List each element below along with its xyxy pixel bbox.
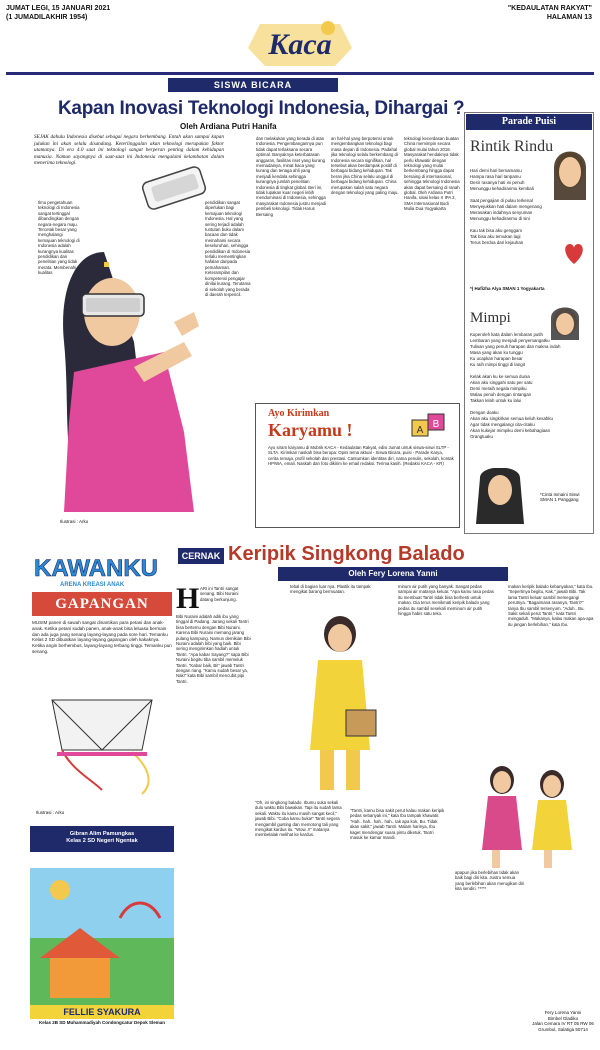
- gapangan-text: MUSIM panen di sawah sangat dinantikan para petani dan anak-anak. Ketika petani sudah panen, anak-anak bisa leluasa bermain dan ada juga yang senang layang-layang pada sore hari. Temanku Kelas 2 SD dibuatkan layang-layang gapangan oleh kakaknya. Ketika angin berhembus, layang-layang terbang tinggi. Temanku pun senang.: [32, 620, 172, 654]
- cernak-column-3: minum air putih yang banyak. Sangat pedas sampai air matanya keluar. "Apa kamu rasa pedas itu membuat Tantri tidak bisa berhenti untuk makan. Dia terus menikmati keripik balado yang pedas itu sambil sesekali meminum air putih hingga habis satu teko.: [398, 584, 494, 617]
- felly-caption: Kelas 2B SD Muhammadiyah Condongcatur Depok Sleman: [38, 1020, 166, 1025]
- poem-2-text: Kuperoleh kata dalam lembaran putih Lembaran yang menjadi penyemangatku Tulisan yang penuh harapan dan makna indah Masa yang akan ku tunggu Ku ucapkan harapan besar Ku raih mimpi tinggi di langit Kelak akan ku ke semua dunia Akan aku singgahi satu per satu Demi meraih segala mimpiku Walau penuh dengan rintangan Takkan lelah untuk ku lalui Dengan doaku Akan aku singkirkan semua keluh kesahku Agar tidak mengalangi cita-citaku Akan kukejar mimpiku demi kebahagiaan Orangtuaku: [470, 332, 561, 439]
- kite-illustration: [32, 690, 172, 795]
- poem-1-text: Hari demi hari bersamamu Hampa rasa hari tanpamu Desir rasanya hati ini penuh Menunggu kehadiranmu kembali Saat pengajian di pulau terkenal Menyejukkan hati dalam mengenang Merasakan indahnya senyuman Menunggu kehadiranmu di sini Kau tak bisa aku genggam Tak bisa aku temukan lagi Terus berdoa dari kejauhan: [470, 168, 542, 245]
- cernak-column-1-intro: ARI ini Tantri sangat senang. Bibi Nuraini datang berkunjung.: [200, 586, 239, 602]
- poem-1-author: *) Hafizha Alya SMAN 1 Yogyakarta: [470, 286, 545, 291]
- hijri-date: (1 JUMADILAKHIR 1954): [6, 14, 88, 21]
- article-column-5: teknologi kecerdasan buatan China memimpin secara global mulai tahun 2018. Masyarakat hendaknya tidak perlu khawatir dengan teknologi yang mulai berkembang hingga dapat bersaing di internasional, sehingga teknologi Indonesia akan dapat bersaing di ranah global. Oleh Ardiana Putri Hanifa, siswi kelas X IPA 2, SMA Internasional Budi Mulia Dua Yogyakarta: [404, 136, 460, 212]
- submission-pre-title: Ayo Kirimkan: [268, 408, 330, 419]
- cernak-bibi-illustration: [290, 610, 385, 800]
- page-number: HALAMAN 13: [546, 14, 592, 21]
- paper-name: "KEDAULATAN RAKYAT": [507, 5, 592, 12]
- article-byline: Oleh Ardiana Putri Hanifa: [180, 122, 277, 131]
- kaca-logo: [240, 18, 360, 70]
- svg-text:B: B: [432, 419, 440, 430]
- issue-date: JUMAT LEGI, 15 JANUARI 2021: [6, 5, 111, 12]
- cernak-children-illustration: [462, 760, 592, 870]
- dropcap: H: [176, 582, 200, 615]
- vr-headset-floating: [140, 160, 210, 240]
- girl-portrait-illustration: [470, 468, 530, 528]
- submission-title: Karyamu !: [268, 420, 353, 440]
- article-column-4: an hal-hal yang berpotensi untuk mengembangkan teknologi bagi masa depan di Indonesia. Padahal jika teknologi selalu berkembang di Indonesia secara signifikan, hal tersebut akan berdampak positif di berbagai bidang kehidupan. Tak heran jika China selalu unggul di berbagai bidang kehidupan. China merupakan salah satu negara dengan teknologi yang paling maju.: [331, 136, 399, 196]
- masthead-date: [6, 4, 110, 22]
- heart-icon: [560, 240, 588, 268]
- poem-2-title: Mimpi: [470, 310, 511, 326]
- cernak-byline: Oleh Fery Lorena Yanni: [278, 567, 508, 581]
- kite-illustration-credit: Ilustrasi : Arko: [36, 810, 65, 815]
- felly-banner: FELLIE SYAKURA: [30, 1005, 174, 1019]
- cernak-column-4-continued: apapun jika berlebihan tidak akan baik bagi diri kita. Justru semua yang berlebihan akan merugikan diri kita sendiri. *****: [455, 870, 525, 892]
- cernak-tag: CERNAK: [178, 548, 224, 564]
- cernak-column-2: tebal di bagian luar nya. Plastik itu tampak mengikat barang bermuatan.: [290, 584, 371, 595]
- cernak-author: Fery Lorena Yanni Bimbel Gladiko Jalan Cemara IV RT 05 RW 06 Grumbul, Salatiga 50714: [532, 1010, 594, 1032]
- child-drawing: [30, 868, 174, 1008]
- parade-puisi-banner: Parade Puisi: [466, 114, 592, 130]
- poet-1-portrait: [548, 140, 592, 210]
- poem-1-title: Rintik Rindu: [470, 138, 554, 155]
- kawanku-logo-text: KAWANKU: [34, 555, 158, 582]
- masthead-paper: [508, 4, 592, 22]
- gibran-credit-box: [30, 826, 174, 852]
- gapangan-banner: GAPANGAN: [32, 592, 172, 616]
- cernak-column-4: makan keripik balado kebanyakan," kata Ibu. "Sepertinya begitu, Kak," jawab Bibi. Tak lama Tantri keluar sambil memegangi perutnya. "Bagaimana rasanya, Tantri?" tanya Ibu sambil tersenyum. "Aduh.. Bu. Sakit sekali perut Tantri," kata Tantri mengaduh. "Makanya, kalau makan apa-apa itu jangan berlebihan," kata Ibu.: [508, 584, 594, 627]
- gibran-school: Kelas 2 SD Negeri Ngentak: [66, 838, 138, 844]
- article-column-2: pendidikan sangat diperlukan bagi kemajuan teknologi Indonesia. Hal yang sering terjadi adalah tuntutan buku dalam bacaan dan tidak memahami secara keseluruhan, sehingga pendidikan di Indonesia terlalu mementingkan hafalan daripada pemahaman. Keterampilan dan kompetensi pengajar dinilai kurang. Terutama di sekolah yang berada di daerah terpencil.: [205, 200, 251, 297]
- poem-2-author: *Cinta Ismaini Siswi SMAN 1 Panggang: [540, 492, 580, 502]
- cernak-column-3-continued: "Tantri, kamu bisa sakit perut kalau makan keripik pedas sebanyak ini," kata Ibu tampak khawatir. "Hah.. hah.. hah.. hah.. tak apa kok, Bu. Tidak akan sakit," jawab Tantri. Malam harinya, Ibu kaget mendengar suara pintu diketuk. Tantri masuk ke kamar mandi.: [350, 808, 445, 841]
- article-lead: SEJAK dahulu Indonesia disebut sebagai negara berkembang. Entah akan sampai kapan julukan ini akan selalu disandang. Keterlinggalan akan teknologi merupakan faktor utamanya. Di era 4.0 saat ini teknologi sangat berperan penting dalam kehidupan manusia. Namun sayangnya di saat-saat ini Indonesia mengalami kelambatan dalam menerima teknologi.: [34, 134, 224, 167]
- kaca-logo-text: Kaca: [268, 28, 332, 61]
- article-title: Kapan Inovasi Teknologi Indonesia, Dihargai ?: [58, 98, 465, 119]
- article-column-1: Ilmu pengetahuan teknologi di Indonesia sangat tertinggal dibandingkan dengan negara-negara maju. Tercetak besar yang menghalangi kemajuan teknologi di Indonesia adalah kurangnya kualitas pendidikan dan penelitian yang tidak merata. Membenahi kualitas: [38, 200, 80, 276]
- abc-blocks-icon: [410, 410, 450, 444]
- cernak-column-2-continued: "Oh, ini singkong balado. Ibumu suka sekali dulu waktu Bibi bawakan. Tapi itu sudah lama sekali. Waktu itu kamu masih sangat kecil," jawab Bibi. "Coba kamu buka!" Tantri segera mengambil gunting dan memotong tali yang mengikat kardus itu. "Wow..!!" matanya membelalak melihat ke kardus.: [255, 800, 342, 838]
- kawanku-logo: [30, 548, 170, 588]
- kawanku-logo-sub: ARENA KREASI ANAK: [60, 582, 125, 588]
- poet-2-portrait: [535, 300, 593, 340]
- siswa-bicara-banner: SISWA BICARA: [168, 78, 338, 92]
- cernak-title: Keripik Singkong Balado: [228, 543, 465, 565]
- gibran-name: Gibran Alim Pamungkas: [69, 831, 135, 837]
- svg-text:A: A: [416, 425, 424, 436]
- submission-text: Ayo siram karyamu di Mubrik KACA - Kedaulatan Rakyat, edisi Jumat untuk siswa-siswi SLTP - SLTA. Kirimkan naskah bisa berupa: Opini tema aktual - Siswa Bicara, puisi - Parade Karya, cerita remaja, profil sekolah dan prestasi. Cantumkan identitas diri, nama penulis, sekolah, kontak HP/WA, email. Naskah dan foto dikirim ke email redaksi. Terima kasih. (Redaksi KACA - KR): [268, 445, 454, 467]
- illustration-credit: Ilustrasi : Arko: [60, 519, 89, 524]
- header-rule: [6, 72, 594, 75]
- cernak-column-1: Bibi Nuraini adalah adik ibu yang tinggal di Padang. Jarang sekali Tantri bisa bertemu dengan Bibi Nuraini. Karena Bibi Nuraini memang jarang pulang kampung. Namun demikian Bibi Nuraini adalah bibi yang baik. Bibi sering mengirimkan hadiah untuk Tantri. "Apa kabar Sayang?" sapa Bibi Nuraini begitu tiba sambil memeluk Tantri. "Kabar baik, Bi!" jawab Tantri dengan riang. "Kamu sudah besar ya, Nak!" kata Bibi sambil mencubit pipi Tantri.: [176, 614, 251, 684]
- article-column-3: dan melakukan yang berada di atas Indonesia. Pengembangannya pun tidak dapat terlaksana secara optimal. Banyaknya keterbatasan anggaran, fasilitas riset yang kurang memadainya, minat baca yang kurang dan tenaga ahli yang menjadi kendala sehingga kurangnya jumlah penelitian Indonesia di tingkat global. Beri ini, tidak lupakan kuar negeri lebih mendominasi di Indonesia, sehingga masyarakat Indonesia justru menjadi pembeli teknologi. Tidak Harus Bersaing: [256, 136, 326, 217]
